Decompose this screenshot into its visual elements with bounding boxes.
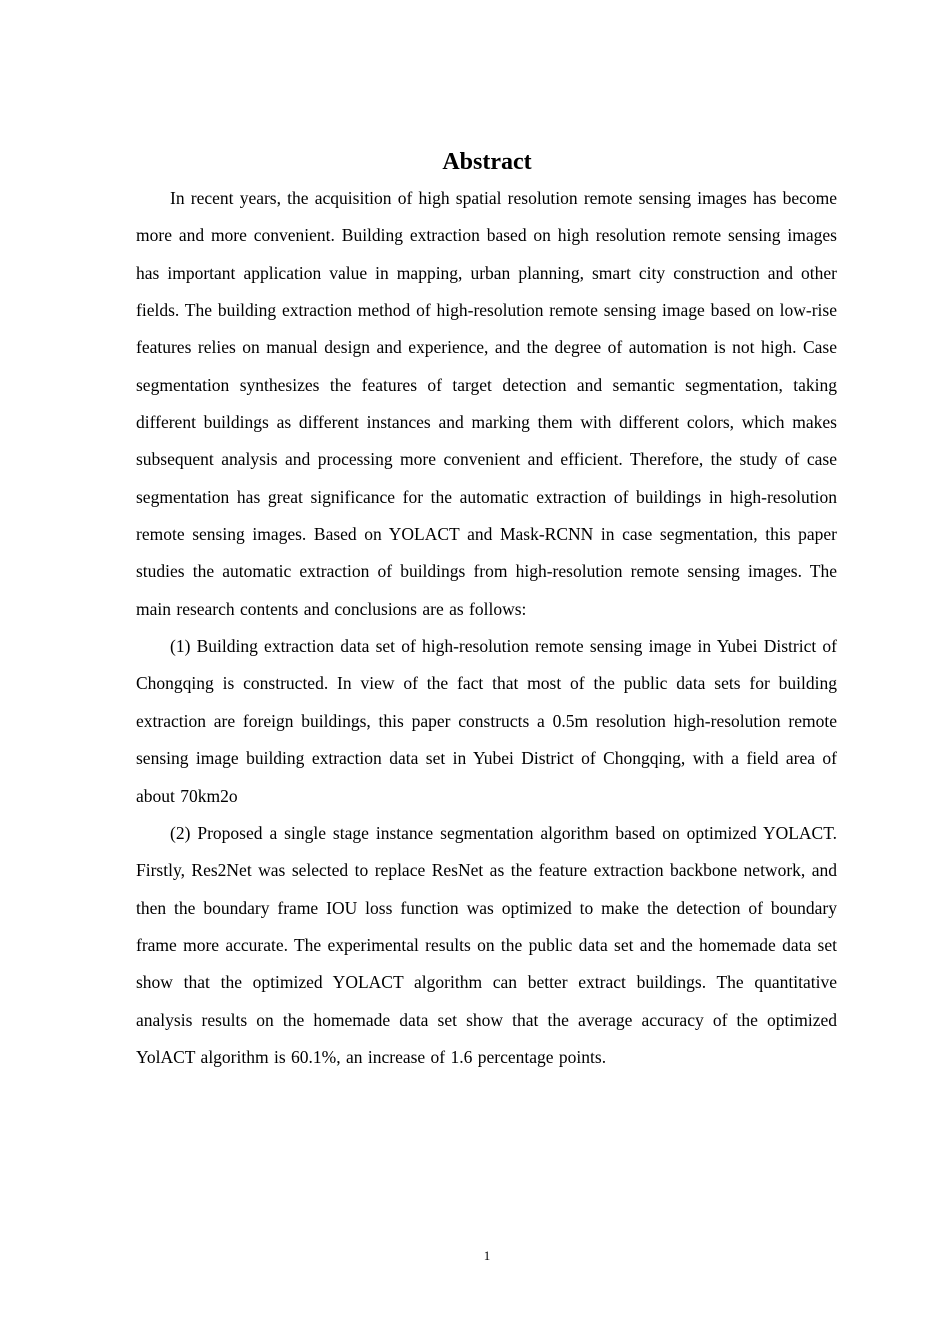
page-number: 1 [483,1248,491,1263]
abstract-paragraph-point-2: (2) Proposed a single stage instance segmentation algorithm based on optimized YOLACT. Firstly, Res2Net was selected to replace ResNet as the feature extraction backbone network, and then the boundary frame IOU loss function was optimized to make the detection of boundary frame more accurate. The experimental results on the public data set and the homemade data set show that the optimized YOLACT algorithm can better extract buildings. The quantitative analysis results on the homemade data set show that the average accuracy of the optimized YolACT algorithm is 60.1%, an increase of 1.6 percentage points. [136,822,837,1067]
abstract-paragraph-point-1: (1) Building extraction data set of high-resolution remote sensing image in Yubei District of Chongqing is constructed. In view of the fact that most of the public data sets for building extraction are foreign buildings, this paper constructs a 0.5m resolution high-resolution remote sensing image building extraction data set in Yubei District of Chongqing, with a field area of about 70km2o [136,636,837,806]
abstract-paragraph-intro: In recent years, the acquisition of high spatial resolution remote sensing images has become more and more convenient. Building extraction based on high resolution remote sensing images has important application value in mapping, urban planning, smart city construction and other fields. The building extraction method of high-resolution remote sensing image based on low-rise features relies on manual design and experience, and the degree of automation is not high. Case segmentation synthesizes the features of target detection and semantic segmentation, taking different buildings as different instances and marking them with different colors, which makes subsequent analysis and processing more convenient and efficient. Therefore, the study of case segmentation has great significance for the automatic extraction of buildings in high-resolution remote sensing images. Based on YOLACT and Mask-RCNN in case segmentation, this paper studies the automatic extraction of buildings from high-resolution remote sensing images. The main research contents and conclusions are as follows: [136,188,837,619]
abstract-body [136,180,837,1076]
page-title: Abstract [442,149,532,175]
